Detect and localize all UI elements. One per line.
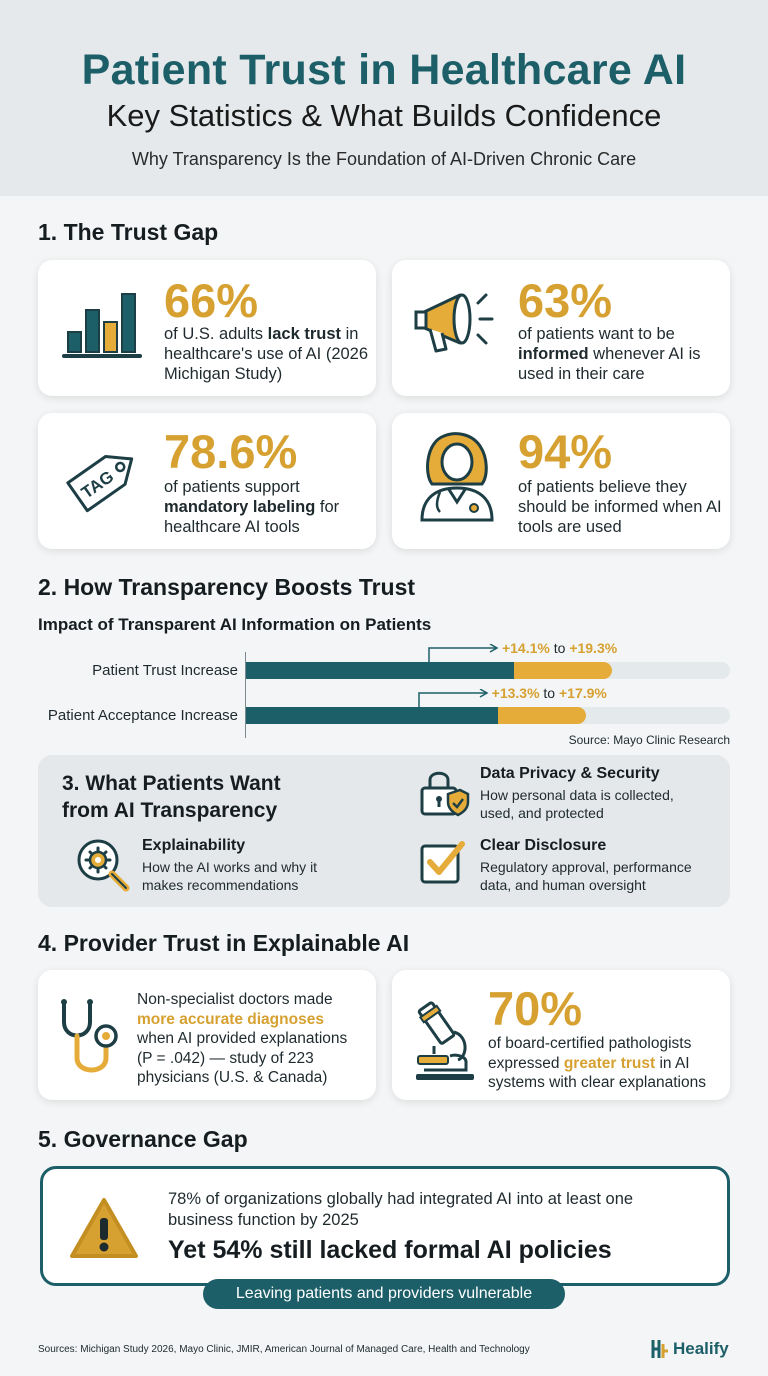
bar-range-label <box>492 685 607 701</box>
stat-value: 63% <box>518 274 613 327</box>
tag-icon <box>58 436 148 522</box>
stat-description: of U.S. adults lack trust in healthcare's use of AI (2026 Michigan Study) <box>164 325 369 383</box>
page-tagline: Why Transparency Is the Foundation of AI-Driven Chronic Care <box>131 149 637 169</box>
range-high-label: +17.9% <box>559 685 607 701</box>
doctor-icon <box>416 428 498 524</box>
governance-headline: Yet 54% still lacked formal AI policies <box>168 1236 612 1264</box>
range-low-label: +14.1% <box>501 640 550 656</box>
lock-shield-icon <box>418 766 470 818</box>
warning-icon <box>68 1196 140 1260</box>
section5-title: 5. Governance Gap <box>38 1126 248 1152</box>
tag-text: TAG <box>77 466 118 503</box>
chart-title: Impact of Transparent AI Information on Patients <box>38 615 432 634</box>
governance-pill: Leaving patients and providers vulnerable <box>203 1279 565 1309</box>
bar-low-value <box>246 707 498 724</box>
section2-title: 2. How Transparency Boosts Trust <box>38 574 416 600</box>
governance-text: 78% of organizations globally had integrated AI into at least one business function by 2025 <box>168 1190 634 1229</box>
item-description: How personal data is collected, used, and protected <box>480 787 674 821</box>
stat-value: 78.6% <box>164 425 298 478</box>
range-high-label: +19.3% <box>569 640 618 656</box>
stat-description: of patients want to be informed whenever AI is used in their care <box>518 325 701 383</box>
bar-low-value <box>246 662 514 679</box>
section4-title: 4. Provider Trust in Explainable AI <box>38 930 410 956</box>
brand-name: Healify <box>673 1339 729 1358</box>
footer-sources: Sources: Michigan Study 2026, Mayo Clinic, JMIR, American Journal of Managed Care, Health and Technology <box>38 1344 530 1355</box>
page-subtitle: Key Statistics & What Builds Confidence <box>106 98 662 133</box>
chart-source: Source: Mayo Clinic Research <box>568 733 730 747</box>
item-description: How the AI works and why it makes recommendations <box>142 859 318 893</box>
stat-value: 94% <box>518 425 613 478</box>
range-low-label: +13.3% <box>491 685 540 701</box>
range-separator: to <box>539 685 559 701</box>
magnifier-gear-icon <box>74 836 132 892</box>
stat-value: 66% <box>164 274 259 327</box>
healify-logo-icon <box>650 1338 670 1360</box>
range-separator: to <box>549 640 570 656</box>
provider-study-text: Non-specialist doctors made more accurate diagnoses when AI provided explanations (P = .042) — study of 223 physicians (U.S. & Canada) <box>137 991 348 1086</box>
pathologist-text: of board-certified pathologists expressed greater trust in AI systems with clear explanations <box>488 1035 706 1091</box>
checkbox-icon <box>418 838 468 888</box>
chart-axis <box>245 652 246 738</box>
stat-value: 70% <box>488 982 583 1035</box>
megaphone-icon <box>412 285 498 361</box>
item-title: Explainability <box>142 837 246 854</box>
stat-description: of patients support mandatory labeling for healthcare AI tools <box>164 478 340 536</box>
stethoscope-icon <box>54 996 130 1080</box>
stat-description: of patients believe they should be informed when AI tools are used <box>518 478 722 536</box>
item-title: Data Privacy & Security <box>480 765 660 782</box>
bar-range-label <box>502 640 617 656</box>
item-title: Clear Disclosure <box>480 837 607 854</box>
item-description: Regulatory approval, performance data, and human oversight <box>480 859 692 893</box>
page-title: Patient Trust in Healthcare AI <box>81 46 687 94</box>
bar-category-label: Patient Trust Increase <box>92 662 238 679</box>
header-banner <box>0 0 768 196</box>
bar-chart-icon <box>62 288 142 360</box>
bar-category-label: Patient Acceptance Increase <box>47 707 238 724</box>
section3-title: 3. What Patients Want from AI Transparency <box>62 772 281 822</box>
section1-title: 1. The Trust Gap <box>38 219 219 245</box>
microscope-icon <box>410 996 480 1082</box>
